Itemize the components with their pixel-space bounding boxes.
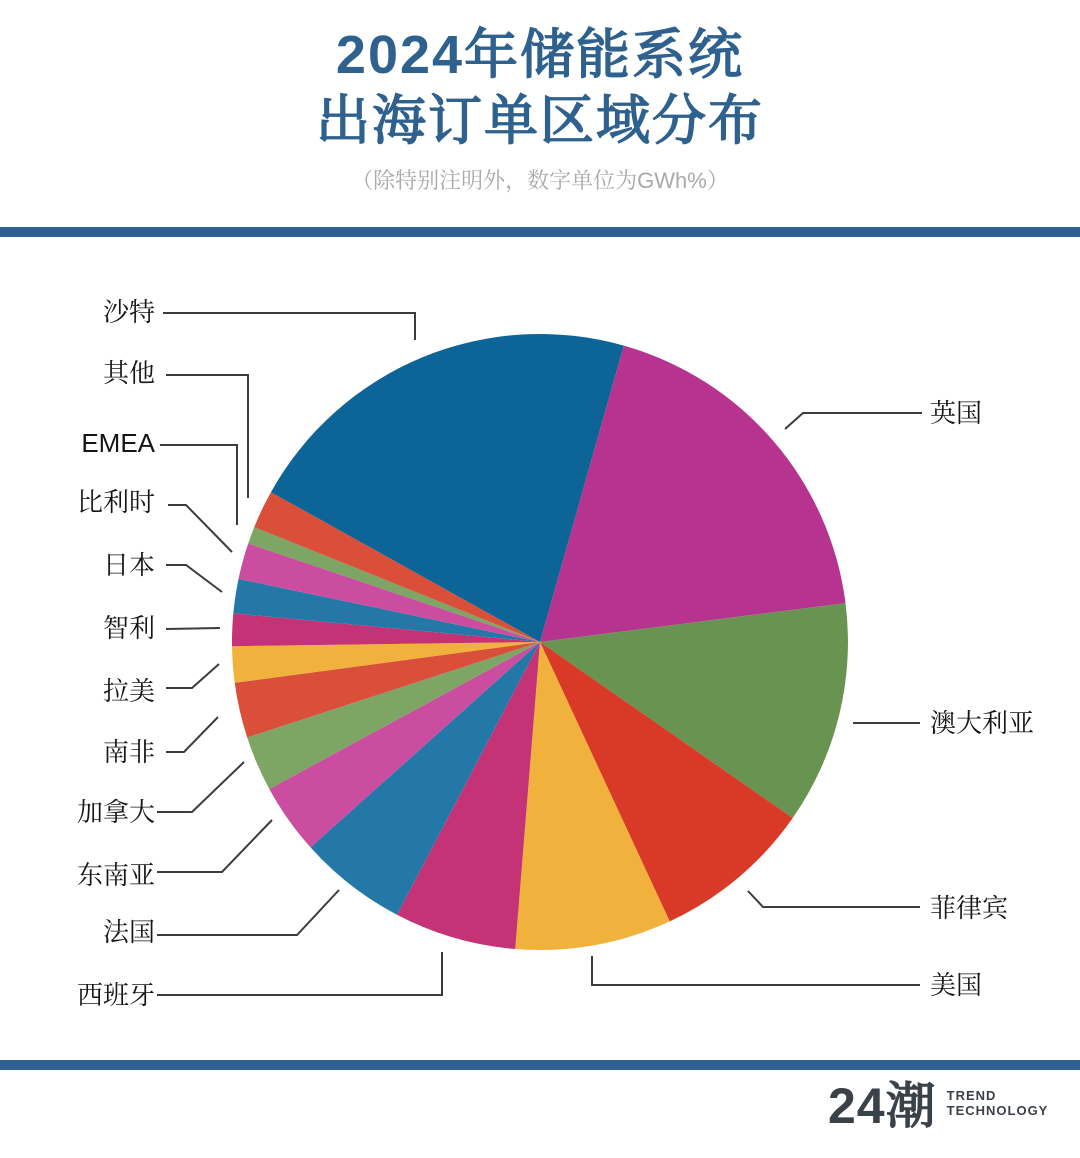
pie-label-latam: 拉美 [102, 676, 155, 706]
leader-latam [166, 664, 219, 688]
pie-label-saudi: 沙特 [102, 297, 155, 327]
pie-label-philippines: 菲律宾 [930, 893, 1009, 923]
bottom-divider-bar [0, 1060, 1080, 1070]
chart-header [0, 22, 1080, 195]
leader-uk [785, 413, 922, 429]
leader-philippines [748, 891, 920, 907]
pie-label-emea: EMEA [81, 428, 155, 458]
top-divider-bar [0, 227, 1080, 237]
pie-label-uk: 英国 [930, 398, 983, 428]
pie-label-france: 法国 [102, 917, 155, 947]
leader-saudi [163, 313, 415, 340]
pie-label-belgium: 比利时 [76, 487, 155, 517]
pie-label-other: 其他 [102, 358, 155, 388]
pie-chart [0, 240, 1080, 1060]
pie-label-southeast-asia: 东南亚 [76, 860, 155, 890]
pie-slices [232, 334, 848, 950]
brand-logo [828, 1078, 1048, 1134]
logo-brand-words [947, 1088, 1049, 1118]
pie-label-usa: 美国 [930, 970, 983, 1000]
logo-brand-line2: TECHNOLOGY [946, 1103, 1049, 1118]
leader-other [166, 375, 248, 498]
leader-usa [592, 956, 920, 985]
pie-label-australia: 澳大利亚 [930, 708, 1035, 738]
logo-brand-line1: TREND [946, 1088, 997, 1103]
page-title-line1: 2024年储能系统 [335, 25, 745, 85]
pie-label-spain: 西班牙 [76, 980, 155, 1010]
leader-emea [160, 445, 237, 525]
leader-japan [166, 565, 222, 592]
unit-note: （除特别注明外，数字单位为GWh%） [351, 168, 729, 193]
leader-chile [166, 628, 220, 629]
logo-24chao: 24潮 [828, 1078, 937, 1134]
leader-south-africa [166, 717, 218, 752]
pie-label-south-africa: 南非 [102, 737, 155, 767]
pie-label-japan: 日本 [102, 550, 155, 580]
leader-canada [157, 762, 244, 812]
leader-france [157, 890, 339, 935]
leader-southeast-asia [157, 820, 272, 872]
pie-label-chile: 智利 [102, 613, 155, 643]
leader-spain [157, 952, 442, 995]
pie-label-canada: 加拿大 [76, 797, 155, 827]
leader-belgium [168, 505, 232, 552]
page-title-line2: 出海订单区域分布 [316, 91, 764, 151]
